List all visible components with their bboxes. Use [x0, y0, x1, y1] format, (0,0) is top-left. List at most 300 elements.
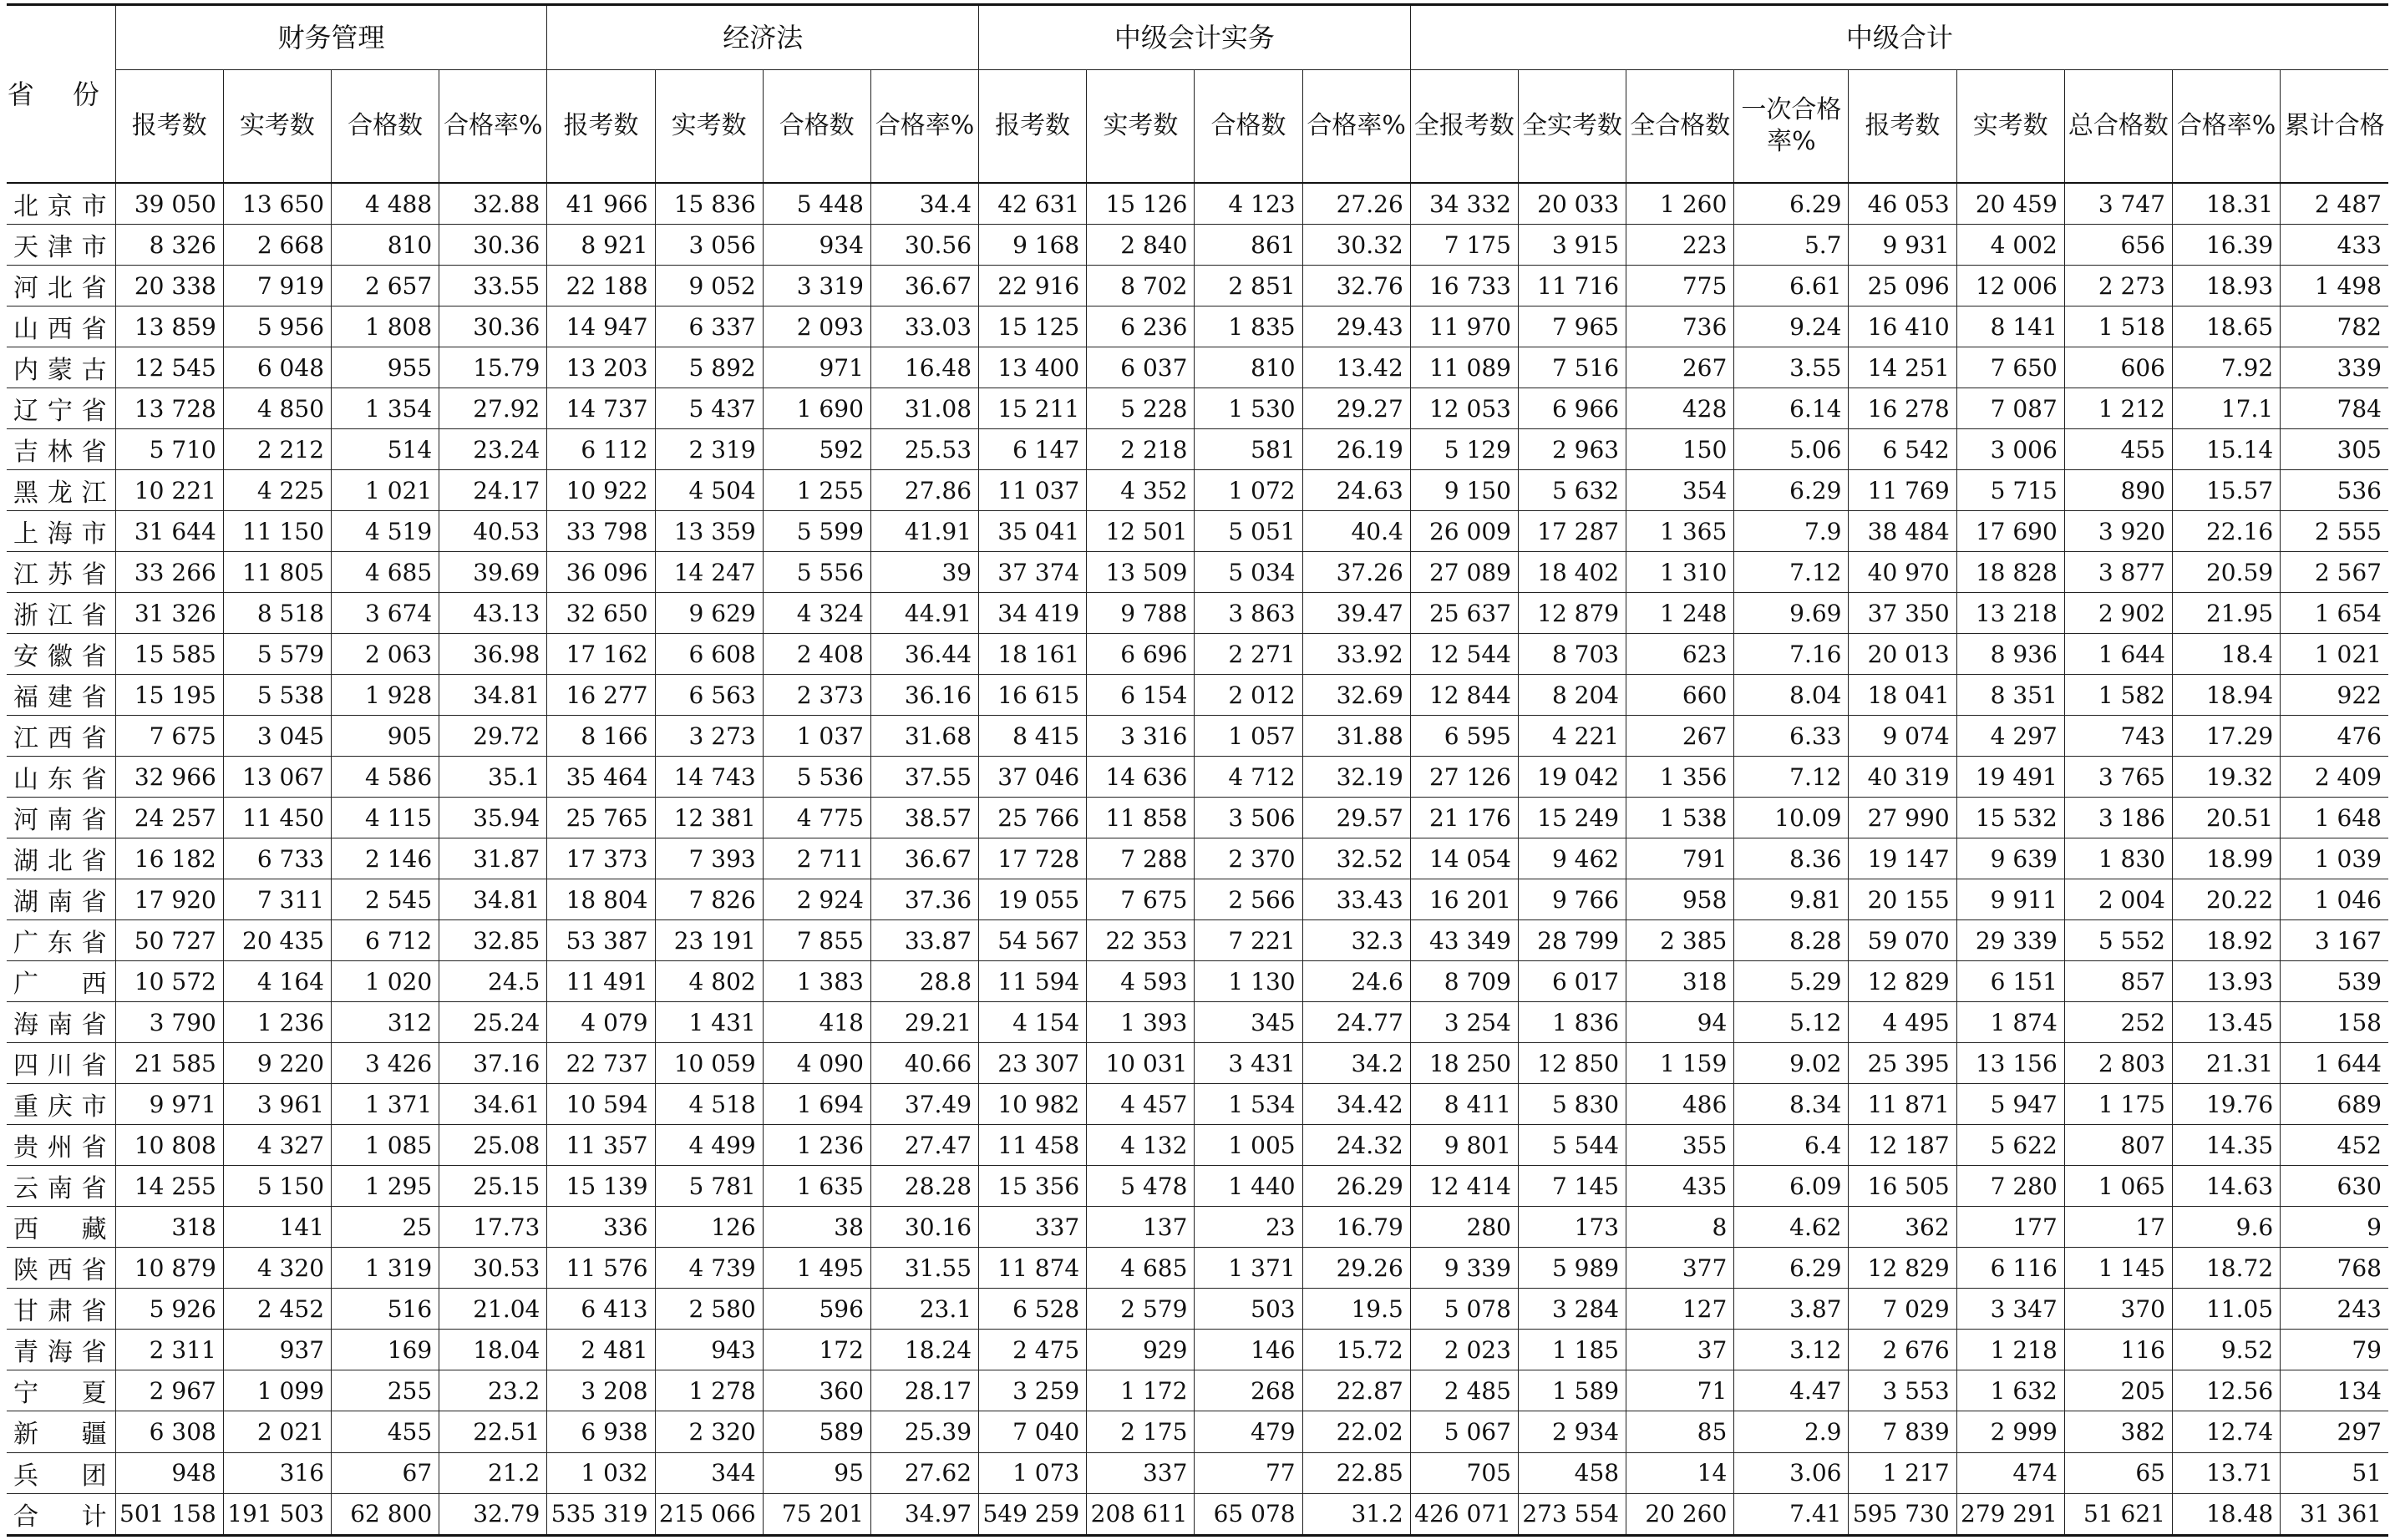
- group-header-intermediate-total: 中级合计: [1410, 5, 2388, 70]
- table-cell: 9 462: [1518, 838, 1626, 879]
- province-name: 重庆市: [7, 1084, 115, 1125]
- table-cell: 7 145: [1518, 1166, 1626, 1207]
- table-cell: 5 715: [1956, 470, 2064, 511]
- table-cell: 810: [1195, 347, 1302, 388]
- table-cell: 7 516: [1518, 347, 1626, 388]
- table-cell: 33.87: [870, 920, 978, 961]
- table-cell: 15.14: [2172, 429, 2280, 470]
- table-cell: 9 766: [1518, 879, 1626, 920]
- table-cell: 30.36: [439, 225, 547, 266]
- table-cell: 25 766: [979, 798, 1087, 838]
- table-cell: 11 458: [979, 1125, 1087, 1166]
- table-row: [7, 1125, 2388, 1166]
- table-cell: 539: [2281, 961, 2388, 1002]
- table-cell: 2 566: [1195, 879, 1302, 920]
- table-row: [7, 1002, 2388, 1043]
- table-cell: 50 727: [115, 920, 223, 961]
- table-cell: 17.1: [2172, 388, 2280, 429]
- table-cell: 623: [1626, 634, 1734, 675]
- table-cell: 2 934: [1518, 1411, 1626, 1452]
- table-cell: 2 093: [763, 306, 870, 347]
- table-cell: 208 611: [1087, 1493, 1195, 1535]
- table-cell: 9.02: [1734, 1043, 1849, 1084]
- table-cell: 2 924: [763, 879, 870, 920]
- table-cell: 25 395: [1849, 1043, 1956, 1084]
- table-cell: 34.81: [439, 879, 547, 920]
- province-name: 四川省: [7, 1043, 115, 1084]
- table-cell: 4 593: [1087, 961, 1195, 1002]
- table-cell: 11.05: [2172, 1289, 2280, 1330]
- table-cell: 18.99: [2172, 838, 2280, 879]
- table-cell: 27.47: [870, 1125, 978, 1166]
- table-cell: 9 074: [1849, 716, 1956, 757]
- province-name: 福建省: [7, 675, 115, 716]
- table-cell: 2 452: [223, 1289, 331, 1330]
- table-cell: 4.62: [1734, 1207, 1849, 1248]
- table-cell: 3 863: [1195, 593, 1302, 634]
- table-cell: 20.51: [2172, 798, 2280, 838]
- table-cell: 501 158: [115, 1493, 223, 1535]
- table-cell: 6.61: [1734, 266, 1849, 306]
- table-cell: 535 319: [547, 1493, 655, 1535]
- province-name: 西 藏: [7, 1207, 115, 1248]
- table-cell: 6 696: [1087, 634, 1195, 675]
- table-cell: 6.09: [1734, 1166, 1849, 1207]
- table-cell: 971: [763, 347, 870, 388]
- table-cell: 16 277: [547, 675, 655, 716]
- table-cell: 9 168: [979, 225, 1087, 266]
- table-cell: 29.43: [1302, 306, 1410, 347]
- table-row: [7, 634, 2388, 675]
- table-cell: 630: [2281, 1166, 2388, 1207]
- table-cell: 4 132: [1087, 1125, 1195, 1166]
- table-cell: 1 644: [2281, 1043, 2388, 1084]
- table-cell: 4 297: [1956, 716, 2064, 757]
- table-cell: 428: [1626, 388, 1734, 429]
- table-cell: 1 172: [1087, 1370, 1195, 1411]
- table-cell: 34.97: [870, 1493, 978, 1535]
- table-cell: 6 608: [655, 634, 763, 675]
- table-cell: 4 225: [223, 470, 331, 511]
- table-cell: 18.94: [2172, 675, 2280, 716]
- table-cell: 479: [1195, 1411, 1302, 1452]
- table-cell: 455: [332, 1411, 439, 1452]
- table-cell: 150: [1626, 429, 1734, 470]
- table-cell: 7 675: [1087, 879, 1195, 920]
- table-cell: 1 099: [223, 1370, 331, 1411]
- table-cell: 22.02: [1302, 1411, 1410, 1452]
- table-row: [7, 306, 2388, 347]
- table-cell: 39.47: [1302, 593, 1410, 634]
- table-cell: 13.42: [1302, 347, 1410, 388]
- table-cell: 4 712: [1195, 757, 1302, 798]
- total-row: [7, 1493, 2388, 1535]
- table-cell: 29.72: [439, 716, 547, 757]
- table-cell: 10 059: [655, 1043, 763, 1084]
- table-cell: 355: [1626, 1125, 1734, 1166]
- table-cell: 16 201: [1410, 879, 1518, 920]
- table-cell: 5 437: [655, 388, 763, 429]
- table-cell: 1 644: [2064, 634, 2172, 675]
- table-cell: 791: [1626, 838, 1734, 879]
- table-cell: 2 902: [2064, 593, 2172, 634]
- table-cell: 21.04: [439, 1289, 547, 1330]
- table-row: [7, 1207, 2388, 1248]
- table-cell: 18.92: [2172, 920, 2280, 961]
- table-cell: 8.36: [1734, 838, 1849, 879]
- table-cell: 1 057: [1195, 716, 1302, 757]
- table-cell: 34.4: [870, 183, 978, 225]
- table-cell: 17 162: [547, 634, 655, 675]
- table-cell: 21 176: [1410, 798, 1518, 838]
- table-cell: 15 126: [1087, 183, 1195, 225]
- table-cell: 20 260: [1626, 1493, 1734, 1535]
- table-cell: 5 710: [115, 429, 223, 470]
- table-cell: 2 273: [2064, 266, 2172, 306]
- table-cell: 25.24: [439, 1002, 547, 1043]
- table-cell: 4 685: [1087, 1248, 1195, 1289]
- table-cell: 1 393: [1087, 1002, 1195, 1043]
- table-cell: 51 621: [2064, 1493, 2172, 1535]
- column-header: 全合格数: [1626, 70, 1734, 184]
- table-cell: 23 191: [655, 920, 763, 961]
- table-cell: 94: [1626, 1002, 1734, 1043]
- table-cell: 27.62: [870, 1452, 978, 1493]
- table-cell: 807: [2064, 1125, 2172, 1166]
- table-cell: 1 185: [1518, 1330, 1626, 1370]
- table-cell: 22 188: [547, 266, 655, 306]
- table-cell: 21.2: [439, 1452, 547, 1493]
- table-cell: 43 349: [1410, 920, 1518, 961]
- table-cell: 6 595: [1410, 716, 1518, 757]
- table-cell: 2 580: [655, 1289, 763, 1330]
- group-header-economic-law: 经济法: [547, 5, 979, 70]
- table-cell: 4 002: [1956, 225, 2064, 266]
- table-cell: 8.04: [1734, 675, 1849, 716]
- column-header: 报考数: [115, 70, 223, 184]
- table-row: [7, 225, 2388, 266]
- table-cell: 6 542: [1849, 429, 1956, 470]
- table-cell: 5.7: [1734, 225, 1849, 266]
- table-cell: 29.21: [870, 1002, 978, 1043]
- province-name: 天津市: [7, 225, 115, 266]
- table-cell: 934: [763, 225, 870, 266]
- table-cell: 40.4: [1302, 511, 1410, 552]
- table-cell: 13 203: [547, 347, 655, 388]
- table-cell: 42 631: [979, 183, 1087, 225]
- table-cell: 8 204: [1518, 675, 1626, 716]
- table-cell: 1 021: [332, 470, 439, 511]
- table-cell: 606: [2064, 347, 2172, 388]
- table-cell: 15.72: [1302, 1330, 1410, 1370]
- table-cell: 8 936: [1956, 634, 2064, 675]
- table-cell: 25.08: [439, 1125, 547, 1166]
- table-cell: 370: [2064, 1289, 2172, 1330]
- table-cell: 377: [1626, 1248, 1734, 1289]
- table-cell: 59 070: [1849, 920, 1956, 961]
- table-row: [7, 1084, 2388, 1125]
- table-cell: 24.5: [439, 961, 547, 1002]
- table-cell: 581: [1195, 429, 1302, 470]
- table-cell: 8 166: [547, 716, 655, 757]
- table-cell: 13.93: [2172, 961, 2280, 1002]
- table-cell: 31.2: [1302, 1493, 1410, 1535]
- table-cell: 6 733: [223, 838, 331, 879]
- table-cell: 514: [332, 429, 439, 470]
- table-cell: 743: [2064, 716, 2172, 757]
- table-cell: 7.9: [1734, 511, 1849, 552]
- table-cell: 33.43: [1302, 879, 1410, 920]
- table-cell: 169: [332, 1330, 439, 1370]
- table-cell: 5 892: [655, 347, 763, 388]
- table-cell: 11 970: [1410, 306, 1518, 347]
- table-cell: 3.87: [1734, 1289, 1849, 1330]
- table-cell: 24.77: [1302, 1002, 1410, 1043]
- table-cell: 9 911: [1956, 879, 2064, 920]
- table-cell: 15 532: [1956, 798, 2064, 838]
- table-cell: 8 141: [1956, 306, 2064, 347]
- table-cell: 15 585: [115, 634, 223, 675]
- table-cell: 5 632: [1518, 470, 1626, 511]
- table-cell: 656: [2064, 225, 2172, 266]
- table-cell: 11 491: [547, 961, 655, 1002]
- table-cell: 2 711: [763, 838, 870, 879]
- table-cell: 15 249: [1518, 798, 1626, 838]
- table-cell: 2 657: [332, 266, 439, 306]
- table-cell: 11 089: [1410, 347, 1518, 388]
- table-cell: 28.8: [870, 961, 978, 1002]
- table-cell: 19 055: [979, 879, 1087, 920]
- table-cell: 36.67: [870, 838, 978, 879]
- table-cell: 11 450: [223, 798, 331, 838]
- table-cell: 7 087: [1956, 388, 2064, 429]
- table-cell: 62 800: [332, 1493, 439, 1535]
- table-cell: 13 859: [115, 306, 223, 347]
- table-cell: 3 056: [655, 225, 763, 266]
- column-header: 全报考数: [1410, 70, 1518, 184]
- table-cell: 33 266: [115, 552, 223, 593]
- table-cell: 10 922: [547, 470, 655, 511]
- table-cell: 37: [1626, 1330, 1734, 1370]
- province-name: 北京市: [7, 183, 115, 225]
- table-cell: 18.31: [2172, 183, 2280, 225]
- province-name: 内蒙古: [7, 347, 115, 388]
- table-cell: 13.71: [2172, 1452, 2280, 1493]
- province-name: 安徽省: [7, 634, 115, 675]
- table-cell: 1 538: [1626, 798, 1734, 838]
- table-cell: 1 218: [1956, 1330, 2064, 1370]
- table-cell: 17 920: [115, 879, 223, 920]
- table-cell: 476: [2281, 716, 2388, 757]
- table-cell: 1 354: [332, 388, 439, 429]
- table-cell: 7 288: [1087, 838, 1195, 879]
- province-name: 河南省: [7, 798, 115, 838]
- table-cell: 205: [2064, 1370, 2172, 1411]
- table-cell: 4 090: [763, 1043, 870, 1084]
- table-cell: 17 287: [1518, 511, 1626, 552]
- group-header-financial-management: 财务管理: [115, 5, 547, 70]
- column-header: 实考数: [1087, 70, 1195, 184]
- table-cell: 4 802: [655, 961, 763, 1002]
- province-name: 辽宁省: [7, 388, 115, 429]
- table-cell: 9 629: [655, 593, 763, 634]
- table-cell: 4 775: [763, 798, 870, 838]
- table-cell: 1 073: [979, 1452, 1087, 1493]
- table-cell: 21.31: [2172, 1043, 2280, 1084]
- table-row: [7, 838, 2388, 879]
- table-cell: 14.35: [2172, 1125, 2280, 1166]
- table-cell: 549 259: [979, 1493, 1087, 1535]
- table-cell: 426 071: [1410, 1493, 1518, 1535]
- province-name: 海南省: [7, 1002, 115, 1043]
- table-cell: 8 411: [1410, 1084, 1518, 1125]
- province-name: 黑龙江: [7, 470, 115, 511]
- table-cell: 4 488: [332, 183, 439, 225]
- table-cell: 305: [2281, 429, 2388, 470]
- table-cell: 6.29: [1734, 183, 1849, 225]
- table-cell: 24.63: [1302, 470, 1410, 511]
- table-cell: 1 236: [223, 1002, 331, 1043]
- table-cell: 4 739: [655, 1248, 763, 1289]
- table-cell: 1 255: [763, 470, 870, 511]
- table-cell: 16.48: [870, 347, 978, 388]
- table-cell: 2 676: [1849, 1330, 1956, 1370]
- table-cell: 11 871: [1849, 1084, 1956, 1125]
- table-cell: 34 332: [1410, 183, 1518, 225]
- table-cell: 39: [870, 552, 978, 593]
- table-cell: 516: [332, 1289, 439, 1330]
- table-cell: 13 156: [1956, 1043, 2064, 1084]
- table-cell: 51: [2281, 1452, 2388, 1493]
- table-cell: 297: [2281, 1411, 2388, 1452]
- table-cell: 23.2: [439, 1370, 547, 1411]
- table-cell: 20 338: [115, 266, 223, 306]
- table-cell: 1 440: [1195, 1166, 1302, 1207]
- table-cell: 46 053: [1849, 183, 1956, 225]
- table-cell: 2 485: [1410, 1370, 1518, 1411]
- table-cell: 1 383: [763, 961, 870, 1002]
- table-cell: 1 260: [1626, 183, 1734, 225]
- table-cell: 2 063: [332, 634, 439, 675]
- table-cell: 8 415: [979, 716, 1087, 757]
- table-cell: 1 159: [1626, 1043, 1734, 1084]
- table-cell: 486: [1626, 1084, 1734, 1125]
- table-cell: 2 963: [1518, 429, 1626, 470]
- column-header: 报考数: [979, 70, 1087, 184]
- table-cell: 53 387: [547, 920, 655, 961]
- table-cell: 5 228: [1087, 388, 1195, 429]
- table-cell: 1 928: [332, 675, 439, 716]
- table-cell: 8 921: [547, 225, 655, 266]
- table-cell: 32.52: [1302, 838, 1410, 879]
- table-cell: 22 916: [979, 266, 1087, 306]
- table-cell: 7 675: [115, 716, 223, 757]
- table-cell: 890: [2064, 470, 2172, 511]
- table-cell: 38: [763, 1207, 870, 1248]
- table-cell: 3 319: [763, 266, 870, 306]
- table-cell: 337: [1087, 1452, 1195, 1493]
- table-cell: 775: [1626, 266, 1734, 306]
- table-cell: 34.61: [439, 1084, 547, 1125]
- table-cell: 14.63: [2172, 1166, 2280, 1207]
- table-cell: 1 835: [1195, 306, 1302, 347]
- table-cell: 1 046: [2281, 879, 2388, 920]
- table-cell: 65 078: [1195, 1493, 1302, 1535]
- table-cell: 5 150: [223, 1166, 331, 1207]
- table-cell: 3 674: [332, 593, 439, 634]
- table-cell: 23 307: [979, 1043, 1087, 1084]
- table-cell: 7.16: [1734, 634, 1849, 675]
- table-cell: 2 999: [1956, 1411, 2064, 1452]
- table-cell: 25.39: [870, 1411, 978, 1452]
- province-name: 湖北省: [7, 838, 115, 879]
- table-cell: 1 037: [763, 716, 870, 757]
- table-cell: 191 503: [223, 1493, 331, 1535]
- table-cell: 11 874: [979, 1248, 1087, 1289]
- table-cell: 9 220: [223, 1043, 331, 1084]
- table-cell: 2 146: [332, 838, 439, 879]
- table-cell: 252: [2064, 1002, 2172, 1043]
- province-name: 陕西省: [7, 1248, 115, 1289]
- table-cell: 12 006: [1956, 266, 2064, 306]
- table-cell: 5 556: [763, 552, 870, 593]
- table-cell: 474: [1956, 1452, 2064, 1493]
- table-cell: 6 563: [655, 675, 763, 716]
- table-cell: 18.48: [2172, 1493, 2280, 1535]
- table-cell: 2 408: [763, 634, 870, 675]
- table-cell: 9 788: [1087, 593, 1195, 634]
- table-cell: 1 518: [2064, 306, 2172, 347]
- column-header: 总合格数: [2064, 70, 2172, 184]
- table-cell: 95: [763, 1452, 870, 1493]
- table-cell: 4 079: [547, 1002, 655, 1043]
- table-cell: 28.28: [870, 1166, 978, 1207]
- table-cell: 4 499: [655, 1125, 763, 1166]
- table-cell: 36.16: [870, 675, 978, 716]
- table-cell: 4 685: [332, 552, 439, 593]
- table-cell: 16 733: [1410, 266, 1518, 306]
- table-cell: 36.67: [870, 266, 978, 306]
- table-cell: 3 259: [979, 1370, 1087, 1411]
- table-cell: 15 195: [115, 675, 223, 716]
- table-cell: 3 961: [223, 1084, 331, 1125]
- table-cell: 18.72: [2172, 1248, 2280, 1289]
- table-cell: 4.47: [1734, 1370, 1849, 1411]
- table-cell: 1 217: [1849, 1452, 1956, 1493]
- table-cell: 2 567: [2281, 552, 2388, 593]
- table-cell: 595 730: [1849, 1493, 1956, 1535]
- table-cell: 35 464: [547, 757, 655, 798]
- table-cell: 503: [1195, 1289, 1302, 1330]
- table-cell: 23.24: [439, 429, 547, 470]
- table-cell: 22.85: [1302, 1452, 1410, 1493]
- table-cell: 29 339: [1956, 920, 2064, 961]
- table-cell: 7.41: [1734, 1493, 1849, 1535]
- table-cell: 25.15: [439, 1166, 547, 1207]
- table-cell: 9.69: [1734, 593, 1849, 634]
- table-cell: 7 311: [223, 879, 331, 920]
- table-cell: 28.17: [870, 1370, 978, 1411]
- table-cell: 2 212: [223, 429, 331, 470]
- table-cell: 1 836: [1518, 1002, 1626, 1043]
- table-cell: 14: [1626, 1452, 1734, 1493]
- table-cell: 37 046: [979, 757, 1087, 798]
- province-name: 吉林省: [7, 429, 115, 470]
- table-cell: 7 393: [655, 838, 763, 879]
- table-cell: 6 017: [1518, 961, 1626, 1002]
- table-cell: 29.57: [1302, 798, 1410, 838]
- table-cell: 35.94: [439, 798, 547, 838]
